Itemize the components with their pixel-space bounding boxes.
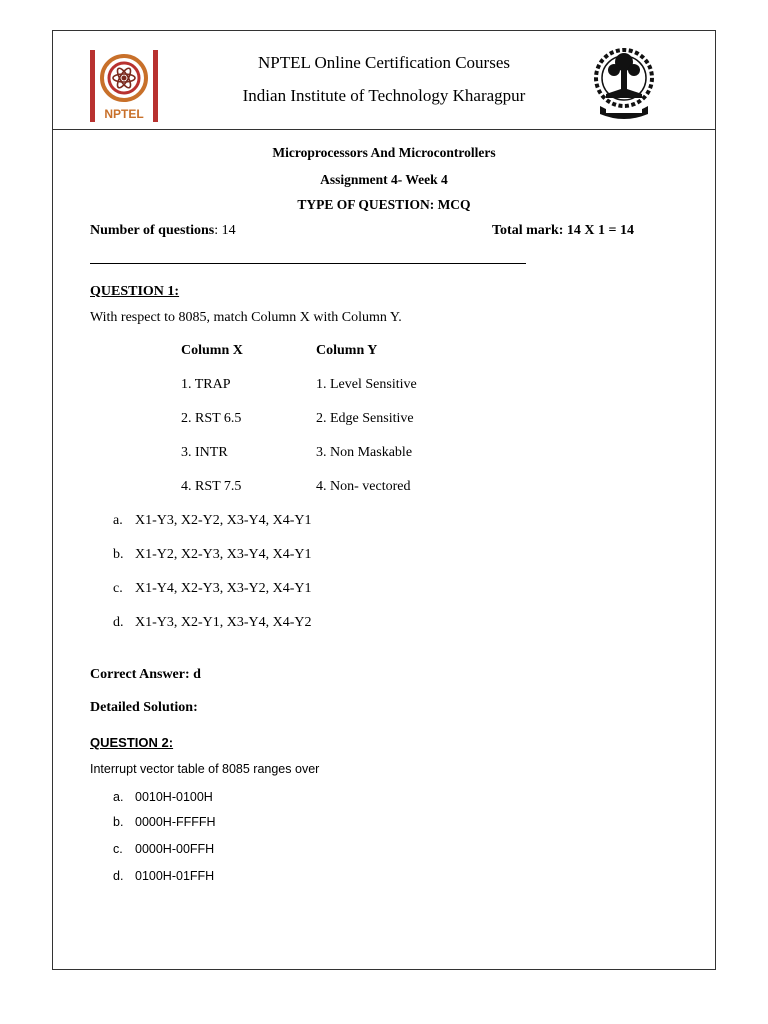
q1-heading: QUESTION 1:	[90, 284, 180, 299]
q2-text: Interrupt vector table of 8085 ranges over	[90, 762, 320, 776]
num-questions-label: Number of questions	[90, 223, 215, 238]
col-x-item: 1. TRAP	[181, 377, 231, 392]
header-divider	[52, 129, 716, 130]
q1-option-letter: d.	[113, 615, 124, 630]
col-y-item: 4. Non- vectored	[316, 479, 411, 494]
header-line-1: NPTEL Online Certification Courses	[258, 53, 510, 72]
q2-option-letter: c.	[113, 842, 123, 856]
q2-heading: QUESTION 2:	[90, 735, 174, 750]
num-questions-value: : 14	[214, 223, 236, 238]
q2-option-letter: a.	[113, 790, 124, 804]
q2-option-text: 0100H-01FFH	[135, 869, 215, 883]
q2-option-text: 0010H-0100H	[135, 790, 213, 804]
total-mark: Total mark: 14 X 1 = 14	[492, 223, 635, 238]
q1-option-letter: c.	[113, 581, 123, 596]
q1-option-text: X1-Y2, X2-Y3, X3-Y4, X4-Y1	[135, 547, 312, 562]
col-x-item: 2. RST 6.5	[181, 411, 242, 426]
col-y-header: Column Y	[316, 343, 378, 358]
col-y-item: 1. Level Sensitive	[316, 377, 417, 392]
q2-option-text: 0000H-FFFFH	[135, 815, 216, 829]
col-y-item: 3. Non Maskable	[316, 445, 413, 460]
q2-option-letter: b.	[113, 815, 124, 829]
q1-correct-answer: Correct Answer: d	[90, 667, 201, 682]
col-y-item: 2. Edge Sensitive	[316, 411, 414, 426]
nptel-logo-text: NPTEL	[104, 107, 144, 121]
page-frame	[52, 30, 716, 970]
separator-line	[90, 263, 526, 264]
q1-option-letter: b.	[113, 547, 124, 562]
course-title: Microprocessors And Microcontrollers	[272, 145, 496, 160]
question-type: TYPE OF QUESTION: MCQ	[297, 197, 471, 212]
q2-option-letter: d.	[113, 869, 124, 883]
q1-option-text: X1-Y3, X2-Y1, X3-Y4, X4-Y2	[135, 615, 312, 630]
q1-option-letter: a.	[113, 513, 123, 528]
col-x-item: 4. RST 7.5	[181, 479, 242, 494]
col-x-item: 3. INTR	[181, 445, 228, 460]
col-x-header: Column X	[181, 343, 243, 358]
q1-text: With respect to 8085, match Column X with Column Y.	[90, 310, 402, 325]
q1-option-text: X1-Y4, X2-Y3, X3-Y2, X4-Y1	[135, 581, 312, 596]
number-of-questions	[90, 223, 236, 239]
q1-detailed-solution: Detailed Solution:	[90, 700, 198, 715]
header-line-2: Indian Institute of Technology Kharagpur	[242, 86, 526, 105]
assignment-title: Assignment 4- Week 4	[320, 172, 448, 187]
q2-option-text: 0000H-00FFH	[135, 842, 215, 856]
q1-option-text: X1-Y3, X2-Y2, X3-Y4, X4-Y1	[135, 513, 312, 528]
